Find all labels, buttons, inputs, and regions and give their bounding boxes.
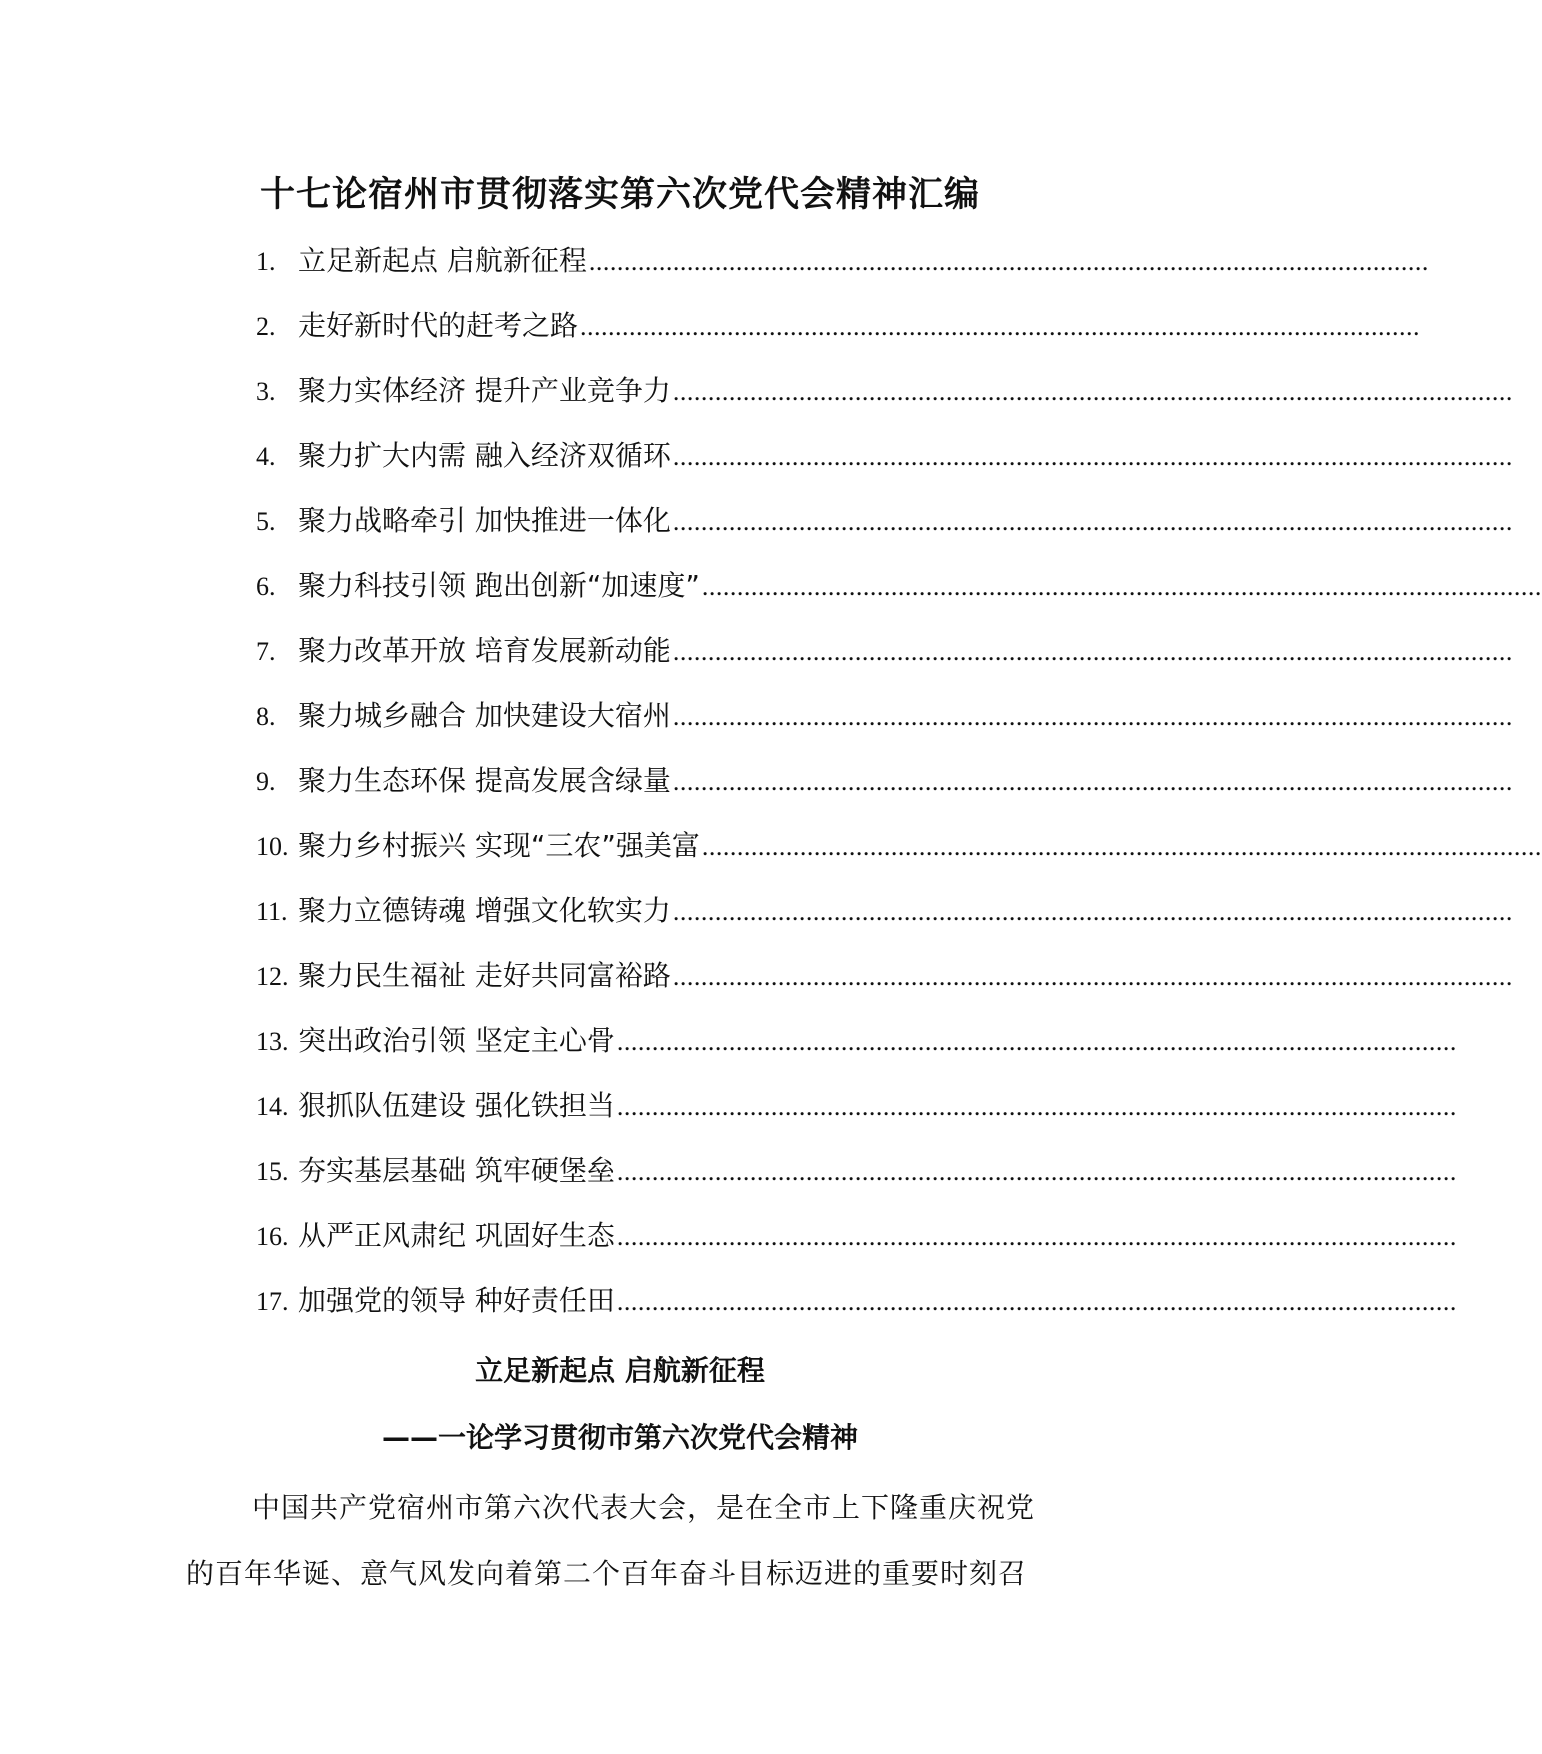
section-title: 立足新起点 启航新征程 <box>475 1354 765 1387</box>
toc-item-title: 聚力城乡融合 加快建设大宿州 <box>298 699 671 732</box>
toc-item-number: 8. <box>256 702 276 731</box>
toc-item-number: 9. <box>256 767 276 796</box>
toc-dot-leader: ........................................................................................................................ <box>672 637 1513 666</box>
toc-item-title: 聚力改革开放 培育发展新动能 <box>298 634 671 667</box>
toc-item-number: 7. <box>256 637 276 666</box>
toc-item-number: 16. <box>256 1222 289 1251</box>
toc-item <box>256 1081 1457 1146</box>
toc-item-title: 从严正风肃纪 巩固好生态 <box>298 1219 615 1252</box>
toc-item-title: 加强党的领导 种好责任田 <box>298 1284 615 1317</box>
toc-item <box>256 236 1429 301</box>
toc-item-number: 17. <box>256 1287 289 1316</box>
toc-item-number: 2. <box>256 312 276 341</box>
toc-item-number: 13. <box>256 1027 289 1056</box>
toc-item-title: 聚力扩大内需 融入经济双循环 <box>298 439 671 472</box>
toc-item-title: 立足新起点 启航新征程 <box>298 244 587 277</box>
toc-dot-leader: ........................................................................................................................ <box>672 962 1513 991</box>
toc-item <box>256 431 1513 496</box>
toc-item-title: 聚力科技引领 跑出创新“加速度” <box>298 569 700 602</box>
toc-item <box>256 626 1513 691</box>
toc-dot-leader: ........................................................................................................................ <box>580 312 1421 341</box>
toc-item-title: 聚力生态环保 提高发展含绿量 <box>298 764 671 797</box>
toc-item-number: 11. <box>256 897 288 926</box>
toc-dot-leader: ........................................................................................................................ <box>616 1287 1457 1316</box>
toc-item-title: 聚力民生福祉 走好共同富裕路 <box>298 959 671 992</box>
toc-item <box>256 496 1513 561</box>
toc-item-number: 4. <box>256 442 276 471</box>
toc-item <box>256 756 1513 821</box>
body-paragraph: 中国共产党宿州市第六次代表大会，是在全市上下隆重庆祝党的百年华诞、意气风发向着第二个百年奋斗目标迈进的重要时刻召 <box>186 1491 1036 1590</box>
toc-item-number: 10. <box>256 832 289 861</box>
toc-dot-leader: ........................................................................................................................ <box>672 897 1513 926</box>
toc-item-title: 聚力立德铸魂 增强文化软实力 <box>298 894 671 927</box>
toc-item <box>256 1146 1457 1211</box>
toc-item <box>256 301 1421 366</box>
toc-item-number: 14. <box>256 1092 289 1121</box>
toc-dot-leader: ........................................................................................................................ <box>701 832 1542 861</box>
toc-item-number: 3. <box>256 377 276 406</box>
toc-dot-leader: ........................................................................................................................ <box>672 442 1513 471</box>
toc-item <box>256 366 1513 431</box>
document-title: 十七论宿州市贯彻落实第六次党代会精神汇编 <box>259 175 980 215</box>
toc-dot-leader: ........................................................................................................................ <box>672 767 1513 796</box>
toc-item <box>256 1211 1457 1276</box>
toc-dot-leader: ........................................................................................................................ <box>616 1092 1457 1121</box>
toc-dot-leader: ........................................................................................................................ <box>616 1027 1457 1056</box>
toc-item <box>256 951 1513 1016</box>
toc-dot-leader: ........................................................................................................................ <box>616 1222 1457 1251</box>
section-subtitle: ——一论学习贯彻市第六次党代会精神 <box>381 1421 858 1454</box>
toc-item-title: 突出政治引领 坚定主心骨 <box>298 1024 615 1057</box>
toc-item-number: 1. <box>256 247 276 276</box>
toc-dot-leader: ........................................................................................................................ <box>588 247 1429 276</box>
toc-dot-leader: ........................................................................................................................ <box>672 507 1513 536</box>
toc-dot-leader: ........................................................................................................................ <box>672 702 1513 731</box>
toc-item <box>256 1276 1457 1341</box>
toc-item <box>256 821 1542 886</box>
toc-item-title: 聚力战略牵引 加快推进一体化 <box>298 504 671 537</box>
toc-item-title: 走好新时代的赶考之路 <box>298 309 579 342</box>
toc-item <box>256 561 1542 626</box>
toc-dot-leader: ........................................................................................................................ <box>701 572 1542 601</box>
toc-item <box>256 1016 1457 1081</box>
toc-item-number: 12. <box>256 962 289 991</box>
toc-item-title: 夯实基层基础 筑牢硬堡垒 <box>298 1154 615 1187</box>
toc-item-number: 6. <box>256 572 276 601</box>
toc-item-title: 狠抓队伍建设 强化铁担当 <box>298 1089 615 1122</box>
toc-dot-leader: ........................................................................................................................ <box>672 377 1513 406</box>
toc-item <box>256 691 1513 756</box>
toc-item-title: 聚力实体经济 提升产业竞争力 <box>298 374 671 407</box>
toc-item-number: 5. <box>256 507 276 536</box>
toc-item-title: 聚力乡村振兴 实现“三农”强美富 <box>298 829 700 862</box>
toc-item <box>256 886 1513 951</box>
toc-item-number: 15. <box>256 1157 289 1186</box>
table-of-contents <box>256 236 1542 1341</box>
toc-dot-leader: ........................................................................................................................ <box>616 1157 1457 1186</box>
